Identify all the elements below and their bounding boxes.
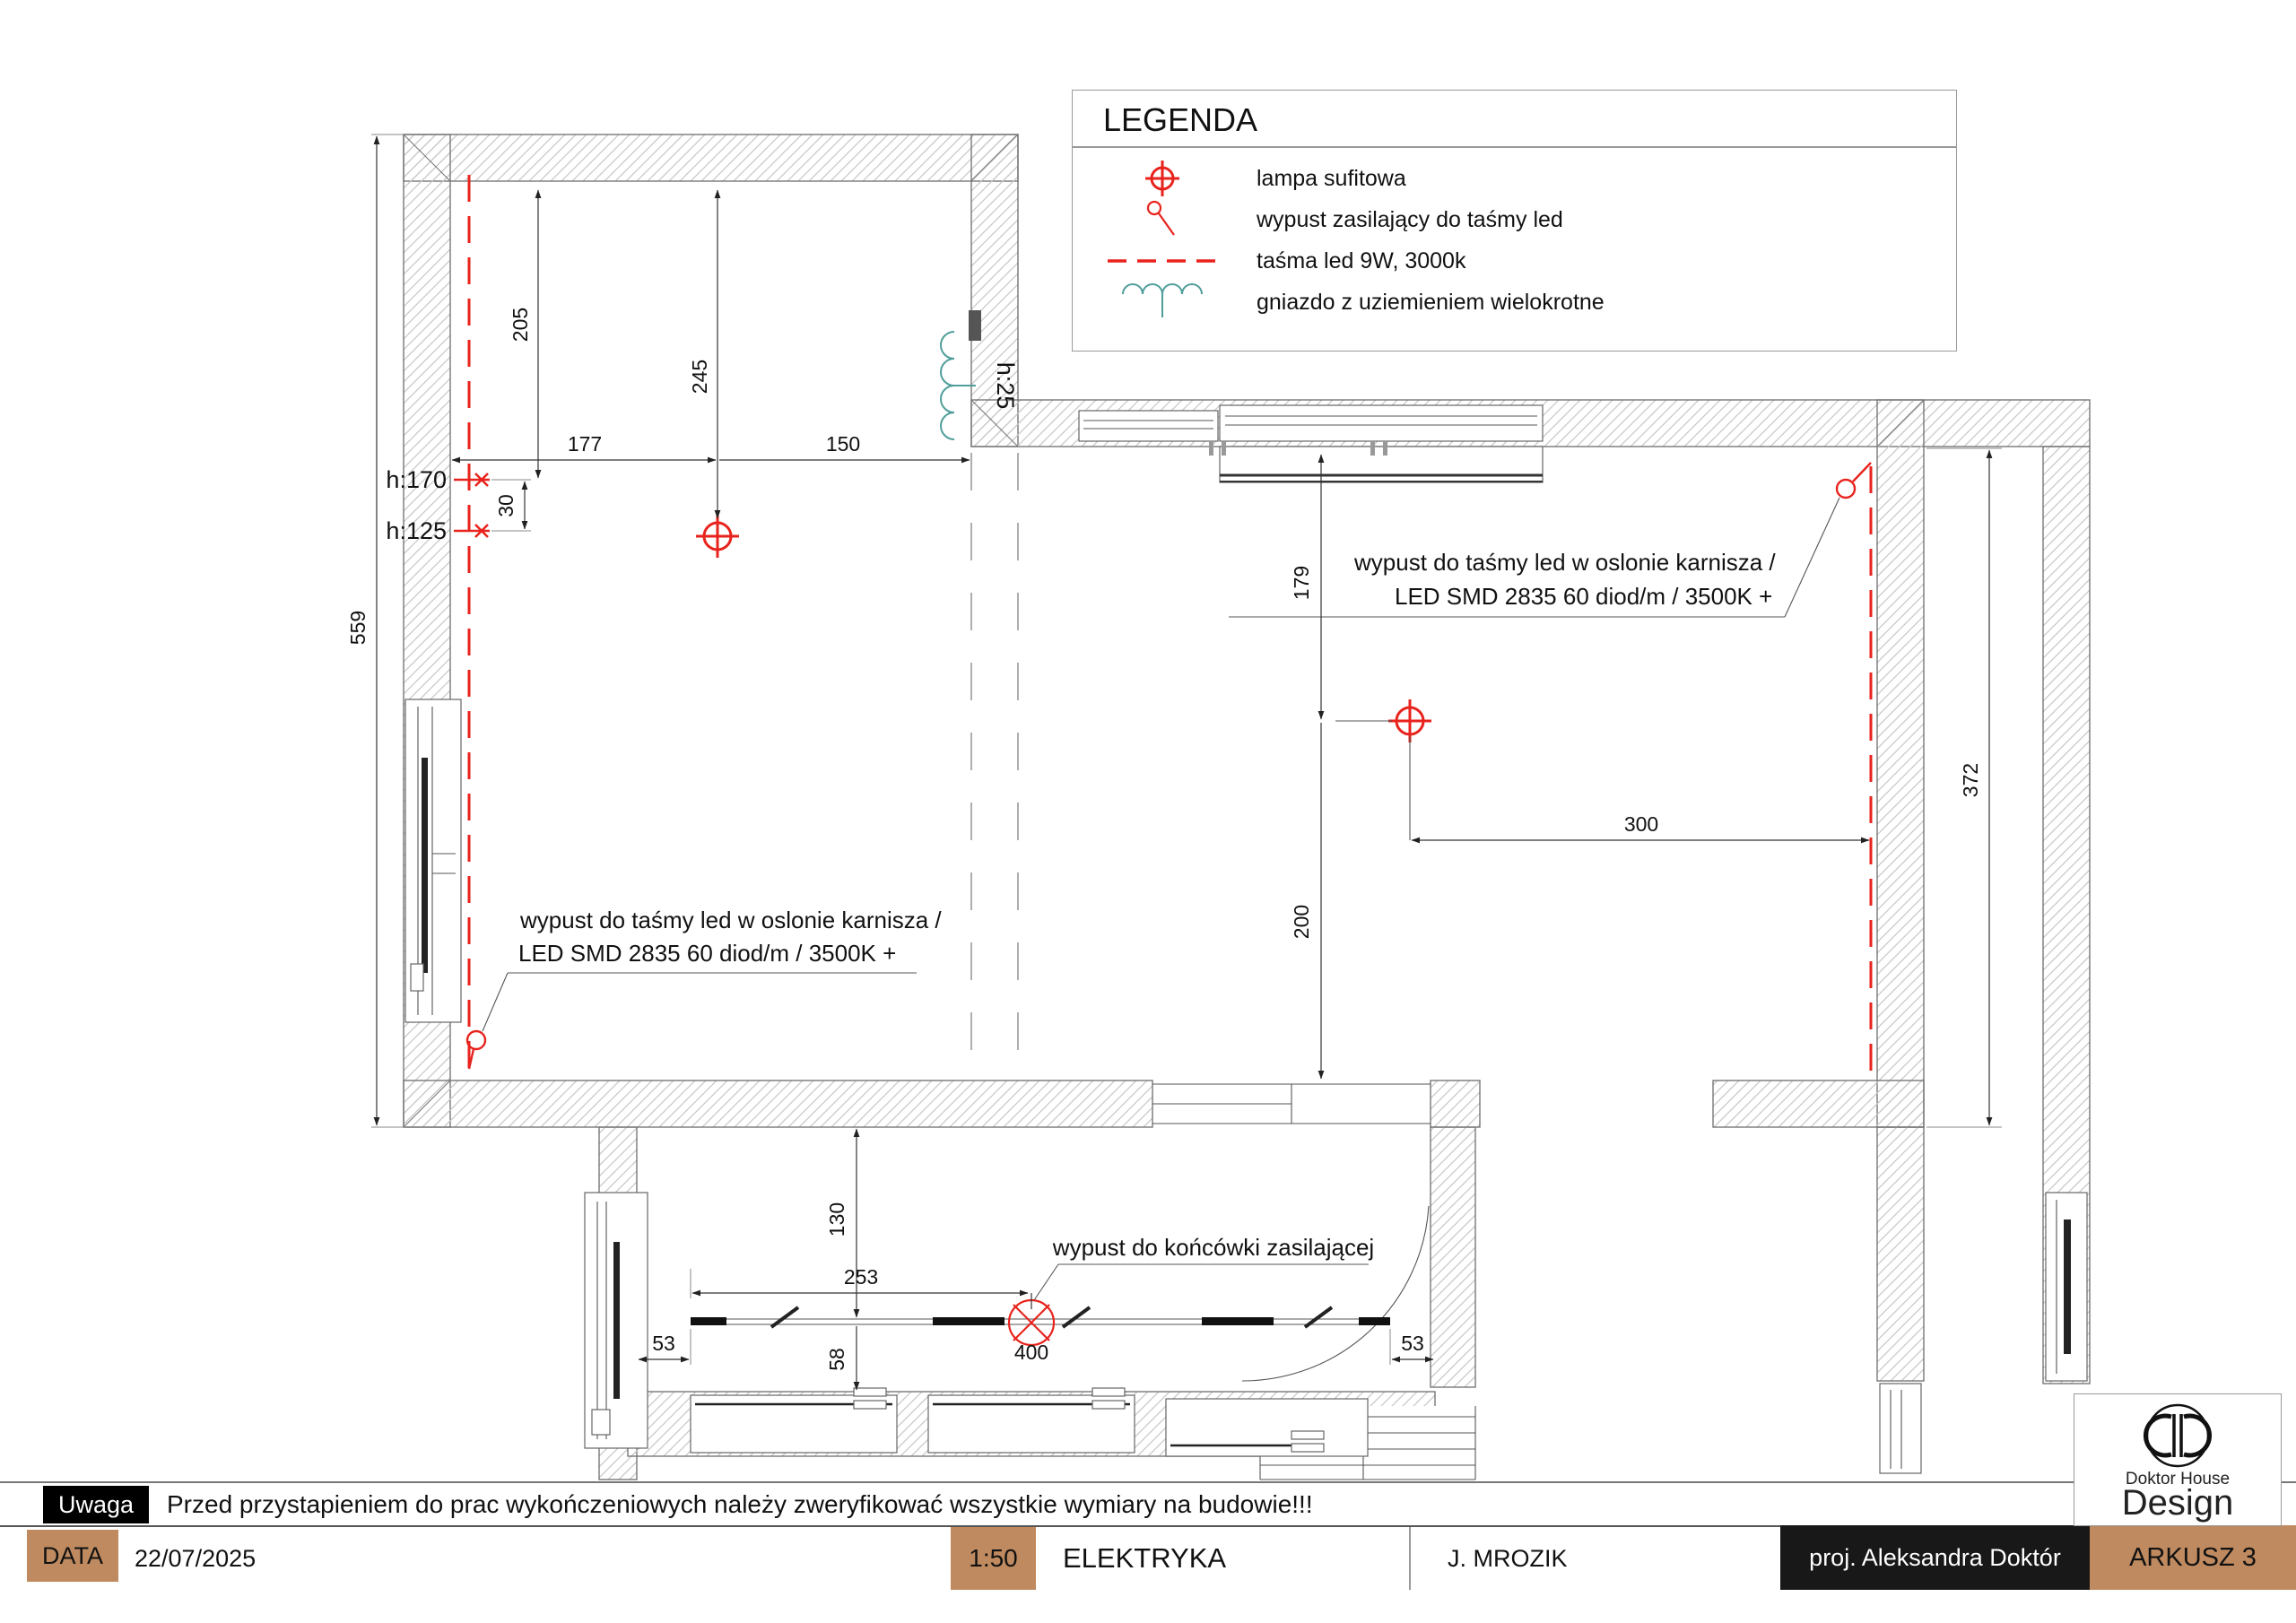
svg-text:300: 300 — [1623, 812, 1659, 836]
note-text: Przed przystapieniem do prac wykończeniowych należy zweryfikować wszystkie wymiary na budowie!!! — [167, 1490, 1313, 1518]
svg-text:253: 253 — [843, 1265, 879, 1289]
svg-text:200: 200 — [1290, 904, 1313, 940]
multi-socket-icon — [1073, 282, 1252, 323]
svg-text:150: 150 — [825, 432, 861, 456]
balcony-threshold — [1152, 1084, 1431, 1124]
svg-text:wypust do taśmy led w oslonie: wypust do taśmy led w oslonie karnisza / — [1354, 549, 1776, 576]
scale-cell: 1:50 — [951, 1527, 1036, 1590]
room-opening-dashed-lines — [971, 453, 1018, 1079]
svg-text:245: 245 — [688, 359, 711, 395]
svg-text:53: 53 — [652, 1332, 675, 1355]
cabinet-row — [691, 1388, 1368, 1456]
svg-text:177: 177 — [567, 432, 603, 456]
svg-text:58: 58 — [825, 1348, 848, 1371]
date-value: 22/07/2025 — [135, 1544, 257, 1572]
svg-text:372: 372 — [1959, 762, 1982, 798]
socket-height-label: h:25 — [992, 361, 1019, 410]
ceiling-lamp-icon — [696, 515, 739, 558]
note-badge: Uwaga — [43, 1486, 149, 1523]
svg-text:h:170: h:170 — [386, 466, 447, 493]
svg-text:205: 205 — [509, 307, 532, 343]
legend-title: LEGENDA — [1073, 91, 1956, 148]
legend-item-lamp: lampa sufitowa — [1073, 158, 1956, 199]
balcony-left-window-element — [585, 1193, 648, 1448]
annotation-power-tip — [1034, 1234, 1374, 1300]
svg-text:h:125: h:125 — [386, 517, 447, 544]
note-divider-line — [0, 1481, 2296, 1483]
ceiling-lamp-icon — [1073, 158, 1252, 199]
svg-text:30: 30 — [494, 494, 517, 517]
designer-cell: proj. Aleksandra Doktór — [1780, 1525, 2090, 1590]
svg-text:400: 400 — [1013, 1341, 1049, 1364]
legend-item-led-feed: wypust zasilający do taśmy led — [1073, 199, 1956, 240]
legend-box — [1072, 90, 1957, 352]
led-feed-outlet-icon — [1073, 199, 1252, 240]
svg-text:wypust do końcówki zasilającej: wypust do końcówki zasilającej — [1052, 1234, 1375, 1261]
logo-text-line1: Doktor House — [2125, 1470, 2231, 1488]
led-strip-icon — [1073, 240, 1252, 282]
svg-text:179: 179 — [1290, 565, 1313, 601]
legend-item-led-strip: taśma led 9W, 3000k — [1073, 240, 1956, 282]
svg-text:53: 53 — [1401, 1332, 1424, 1355]
svg-text:130: 130 — [825, 1202, 848, 1237]
logo-text-line2: Design — [2121, 1483, 2234, 1523]
svg-text:LED SMD 2835 60 diod/m / 3500K: LED SMD 2835 60 diod/m / 3500K + — [518, 940, 897, 967]
ceiling-lamp-icon — [1388, 699, 1431, 742]
cabinet-box — [1166, 1399, 1368, 1456]
doktor-house-design-logo-icon — [2074, 1394, 2281, 1525]
drawing-title: ELEKTRYKA — [1063, 1542, 1227, 1574]
left-wall-window-element — [405, 699, 461, 1022]
sheet-number-cell: ARKUSZ 3 — [2090, 1525, 2296, 1590]
titlebar-divider — [1409, 1527, 1411, 1590]
annotation-led-cornice-left — [483, 907, 942, 1031]
svg-text:LED SMD 2835 60 diod/m / 3500K: LED SMD 2835 60 diod/m / 3500K + — [1395, 583, 1773, 610]
svg-text:559: 559 — [346, 610, 370, 646]
company-logo — [2074, 1393, 2282, 1526]
legend-item-socket: gniazdo z uziemieniem wielokrotne — [1073, 282, 1956, 323]
date-label-cell: DATA — [27, 1530, 118, 1582]
svg-text:wypust do taśmy led w oslonie: wypust do taśmy led w oslonie karnisza / — [520, 907, 942, 933]
led-feed-outlet-icon — [1837, 463, 1871, 498]
engineer-name: J. MROZIK — [1448, 1544, 1568, 1572]
cabinet-box — [928, 1388, 1135, 1453]
cabinet-box — [691, 1388, 897, 1453]
annotation-led-cornice-right — [1229, 498, 1839, 617]
balcony-railing — [691, 1307, 1390, 1327]
